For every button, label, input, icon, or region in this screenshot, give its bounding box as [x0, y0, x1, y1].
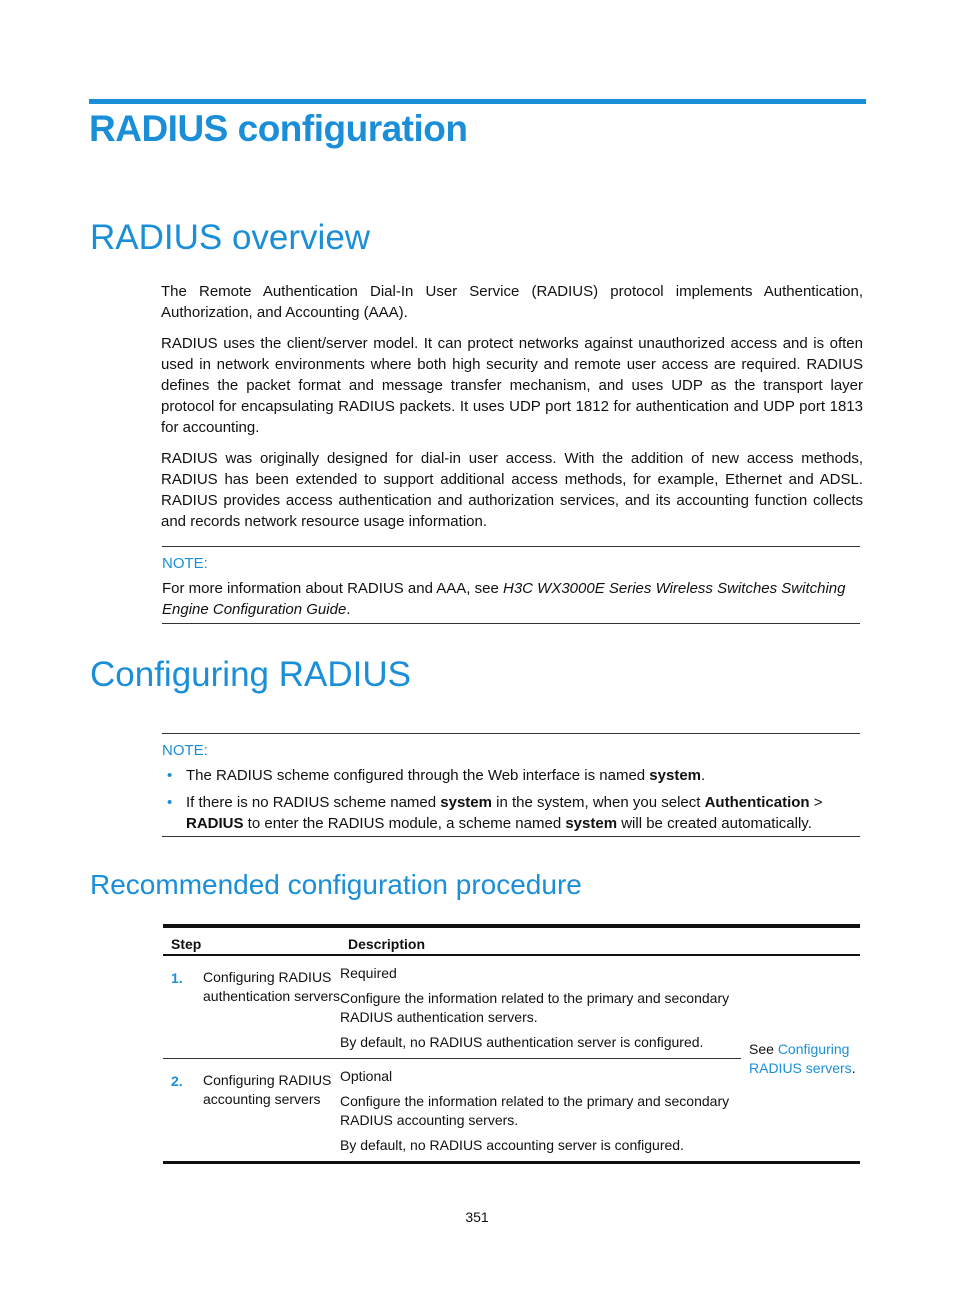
- chapter-title: RADIUS configuration: [89, 108, 468, 149]
- step-number: 2.: [171, 1073, 183, 1089]
- header-step: Step: [163, 926, 340, 955]
- step-description: [340, 955, 741, 1059]
- step-name: Configuring RADIUS authentication servers: [203, 955, 340, 1059]
- step-default: By default, no RADIUS authentication server is configured.: [340, 1034, 704, 1050]
- procedure-table: [163, 924, 860, 1164]
- see-reference: See Configuring RADIUS servers.: [749, 1040, 856, 1076]
- section-heading-overview: RADIUS overview: [90, 218, 371, 257]
- step-number: 1.: [163, 955, 203, 1059]
- section-heading-configuring: Configuring RADIUS: [90, 655, 411, 694]
- step-detail: Configure the information related to the primary and secondary RADIUS authentication servers.: [340, 990, 730, 1025]
- step-default: By default, no RADIUS accounting server is configured.: [340, 1137, 684, 1153]
- step-detail: Configure the information related to the primary and secondary RADIUS accounting servers.: [340, 1093, 730, 1128]
- note-text: For more information about RADIUS and AAA, see H3C WX3000E Series Wireless Switches Switching Engine Configuration Guide.: [162, 580, 846, 618]
- chapter-rule: [89, 99, 866, 104]
- header-description: Description: [340, 926, 860, 955]
- step-name: Configuring RADIUS accounting servers: [203, 1072, 332, 1107]
- page-number: 351: [465, 1209, 489, 1225]
- note-label: NOTE:: [162, 555, 208, 572]
- overview-paragraph: RADIUS uses the client/server model. It can protect networks against unauthorized access and is often used in network environments where both high security and remote user access are required. RADIUS defines the packet format and message transfer mechanism, and uses UDP as the transport layer protocol for encapsulating RADIUS packets. It uses UDP port 1812 for authentication and UDP port 1813 for accounting.: [161, 335, 863, 436]
- configuring-radius-servers-link[interactable]: Configuring RADIUS servers: [749, 1040, 852, 1076]
- note-box-overview: [162, 546, 860, 624]
- note-box-configuring: [162, 733, 860, 837]
- overview-paragraph: RADIUS was originally designed for dial-in user access. With the addition of new access methods, RADIUS has been extended to support additional access methods, for example, Ethernet and ADSL. RADIUS provides access authentication and authorization services, and its accounting function collects and records network resource usage information.: [161, 450, 863, 530]
- table-header-row: [163, 926, 860, 955]
- subsection-heading-procedure: Recommended configuration procedure: [90, 869, 582, 900]
- note-bullet: • If there is no RADIUS scheme named system in the system, when you select Authentication > RADIUS to enter the RADIUS module, a scheme named system will be created automatically.: [167, 794, 823, 832]
- step-description: [340, 1059, 741, 1163]
- table-row: [163, 955, 860, 1059]
- step-requirement: Optional: [340, 1068, 393, 1084]
- table-bottom-rule: [163, 1163, 860, 1165]
- note-bullet: • The RADIUS scheme configured through the Web interface is named system.: [167, 767, 706, 784]
- guide-reference: H3C WX3000E Series Wireless Switches Switching Engine Configuration Guide: [162, 580, 846, 618]
- note-label: NOTE:: [162, 742, 208, 759]
- step-requirement: Required: [340, 965, 397, 981]
- bullet-icon: •: [167, 794, 173, 811]
- bullet-icon: •: [167, 767, 173, 784]
- overview-paragraph: The Remote Authentication Dial-In User Service (RADIUS) protocol implements Authentication, Authorization, and Accounting (AAA).: [161, 283, 863, 321]
